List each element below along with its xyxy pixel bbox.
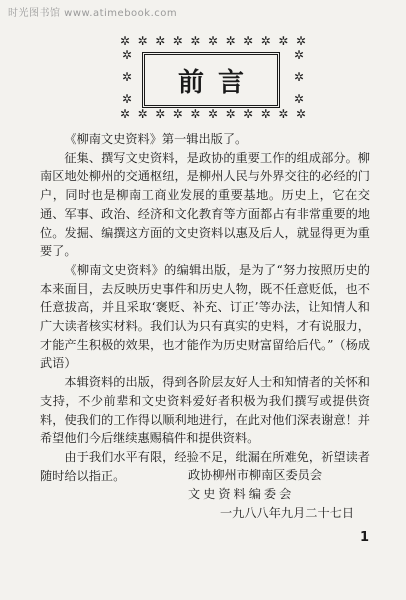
star-ornament-icon: ✲ (260, 107, 271, 121)
star-ornament-icon: ✲ (225, 107, 236, 121)
paragraph: 征集、撰写文史资料，是政协的重要工作的组成部分。柳南区地处柳州的交通枢纽，是柳州人民与外界交往的必经的门户，同时也是柳南工商业发展的重要基地。历史上，它在交通、军事、政治、经济和文化教育等方面都占有非常重要的地位。发掘、编撰这方面的文史资料以惠及后人，就显得更为重要了。 (40, 150, 370, 259)
paragraph: 《柳南文史资料》的编辑出版，是为了“努力按照历史的本来面目，去反映历史事件和历史人物，既不任意贬低，也不任意拔高，并且采取‘褒贬、补充、订正’等办法，让知情人和广大读者核实材料。我们认为只有真实的史料，才有说服力，才能产生积极的效果，也才能作为历史财富留给后代。”（杨成武语） (40, 262, 370, 371)
star-ornament-icon: ✲ (190, 34, 201, 48)
star-ornament-icon: ✲ (293, 70, 305, 84)
paragraph: 《柳南文史资料》第一辑出版了。 (64, 132, 248, 146)
star-ornament-icon: ✲ (243, 107, 254, 121)
star-ornament-icon: ✲ (207, 34, 219, 48)
ornament-border-bottom (120, 108, 306, 120)
star-ornament-icon: ✲ (295, 107, 306, 121)
title-frame (142, 52, 280, 108)
star-ornament-icon: ✲ (121, 70, 133, 84)
watermark-text: 时光图书馆 www.atimebook.com (8, 8, 178, 19)
star-ornament-icon: ✲ (120, 107, 131, 121)
star-ornament-icon: ✲ (207, 107, 219, 121)
preface-body (40, 130, 370, 485)
star-ornament-icon: ✲ (278, 34, 289, 48)
star-ornament-icon: ✲ (120, 34, 131, 48)
star-ornament-icon: ✲ (137, 107, 148, 121)
signature-committee: 文史资料编委会 (188, 487, 295, 501)
star-ornament-icon: ✲ (137, 34, 148, 48)
ornament-border-right (292, 49, 306, 105)
star-ornament-icon: ✲ (295, 34, 306, 48)
ornament-border-top (120, 35, 306, 47)
star-ornament-icon: ✲ (155, 107, 166, 121)
star-ornament-icon: ✲ (225, 34, 236, 48)
page-title: 前言 (177, 67, 258, 98)
star-ornament-icon: ✲ (278, 107, 289, 121)
star-ornament-icon: ✲ (293, 48, 305, 62)
signature-org: 政协柳州市柳南区委员会 (188, 468, 323, 482)
star-ornament-icon: ✲ (190, 107, 201, 121)
star-ornament-icon: ✲ (293, 92, 305, 106)
star-ornament-icon: ✲ (172, 34, 183, 48)
ornament-border-left (120, 49, 134, 105)
paragraph: 本辑资料的出版，得到各阶层友好人士和知情者的关怀和支持，不少前辈和文史资料爱好者积极为我们撰写或提供资料，使我们的工作得以顺利地进行，在此对他们深表谢意！并希望他们今后继续惠赐稿件和提供资料。 (40, 375, 370, 446)
star-ornament-icon: ✲ (121, 48, 133, 62)
star-ornament-icon: ✲ (172, 107, 183, 121)
star-ornament-icon: ✲ (243, 34, 254, 48)
star-ornament-icon: ✲ (155, 34, 166, 48)
star-ornament-icon: ✲ (260, 34, 271, 48)
paragraph: 由于我们水平有限，经验不足，纰漏在所难免，祈望读者随时给以指正。 (40, 449, 370, 483)
star-ornament-icon: ✲ (121, 92, 133, 106)
page-number: 1 (360, 530, 370, 545)
signature-date: 一九八八年九月二十七日 (220, 506, 355, 520)
